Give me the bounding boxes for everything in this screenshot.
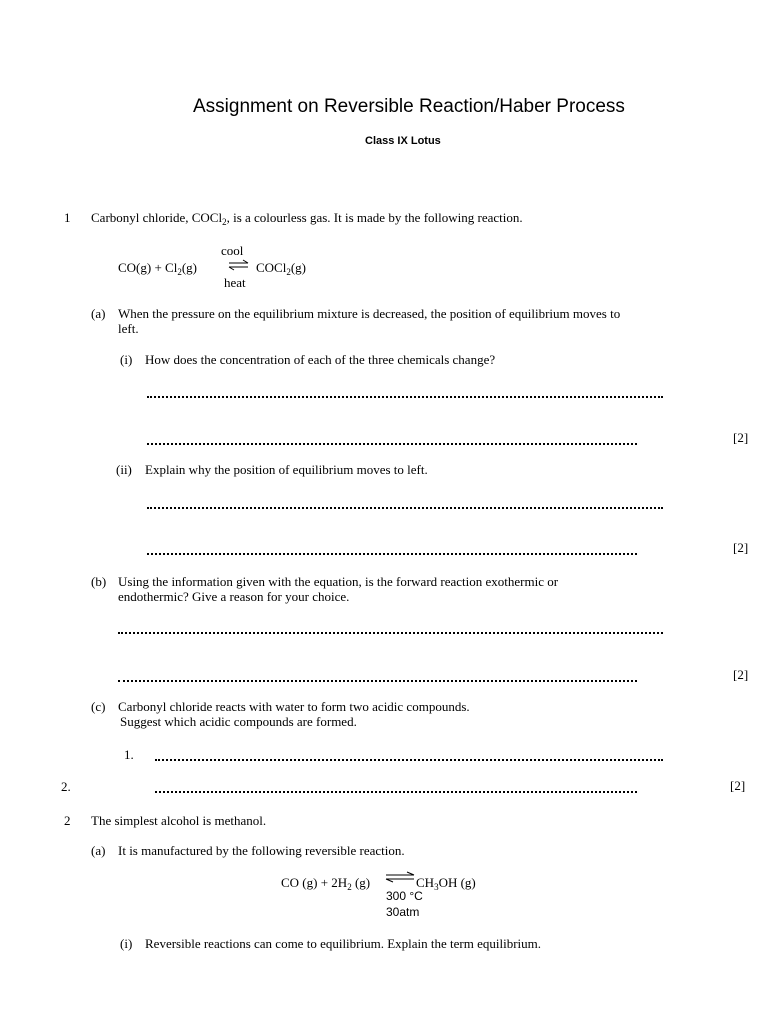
equation-1-cool: cool xyxy=(221,243,244,258)
part-b-text-line-1: Using the information given with the equation, is the forward reaction exothermic or xyxy=(118,574,559,589)
answer-line[interactable] xyxy=(147,553,637,555)
answer-line[interactable] xyxy=(147,443,637,445)
answer-line[interactable] xyxy=(155,759,663,761)
question-1-intro: Carbonyl chloride, COCl$_2$, is a colourless gas. It is made by the following reaction. xyxy=(91,210,523,227)
equilibrium-arrow-icon xyxy=(385,871,415,883)
q2-part-a-i-label: (i) xyxy=(120,936,133,951)
marks-label: [2] xyxy=(733,430,749,445)
equation-2-pressure: 30atm xyxy=(386,905,420,919)
part-a-i-label: (i) xyxy=(120,352,133,367)
answer-line[interactable] xyxy=(147,396,663,398)
answer-line[interactable] xyxy=(118,680,637,682)
equation-1-heat: heat xyxy=(224,275,246,290)
page-subtitle: Class IX Lotus xyxy=(365,135,441,147)
answer-line[interactable] xyxy=(155,791,637,793)
equation-2-product: $CH_3OH$ (g) xyxy=(416,875,476,892)
marks-label: [2] xyxy=(733,667,749,682)
answer-item-number: 2. xyxy=(61,779,71,794)
q2-part-a-i-question: Reversible reactions can come to equilibrium. Explain the term equilibrium. xyxy=(145,936,542,951)
part-c-label: (c) xyxy=(91,699,106,714)
marks-label: [2] xyxy=(730,778,746,793)
part-c-text-line-1: Carbonyl chloride reacts with water to form two acidic compounds. xyxy=(118,699,470,714)
part-a-ii-question: Explain why the position of equilibrium moves to left. xyxy=(145,462,428,477)
part-a-text-line-1: When the pressure on the equilibrium mixture is decreased, the position of equilibrium moves to xyxy=(118,306,621,321)
part-c-text-line-2: Suggest which acidic compounds are formed. xyxy=(120,714,357,729)
part-a-label: (a) xyxy=(91,306,106,321)
equation-2-temperature: 300 °C xyxy=(386,889,423,903)
equilibrium-arrow-icon xyxy=(228,259,250,271)
question-2-intro: The simplest alcohol is methanol. xyxy=(91,813,267,828)
equation-1-reactants: $CO(g) + Cl_2(g)$ xyxy=(118,260,198,277)
q2-part-a-text: It is manufactured by the following reversible reaction. xyxy=(118,843,405,858)
page-title: Assignment on Reversible Reaction/Haber Process xyxy=(193,96,625,117)
question-1-number: 1 xyxy=(64,210,71,225)
equation-2-reactants: CO $(g) + 2H_2$ (g) xyxy=(281,875,371,892)
part-a-i-question: How does the concentration of each of the three chemicals change? xyxy=(145,352,496,367)
answer-item-number: 1. xyxy=(124,747,134,762)
part-a-ii-label: (ii) xyxy=(116,462,132,477)
equation-1-product: COCl$_2$(g) xyxy=(256,260,307,277)
marks-label: [2] xyxy=(733,540,749,555)
answer-line[interactable] xyxy=(147,507,663,509)
part-b-text-line-2: endothermic? Give a reason for your choice. xyxy=(118,589,350,604)
q2-part-a-label: (a) xyxy=(91,843,106,858)
part-b-label: (b) xyxy=(91,574,107,589)
answer-line[interactable] xyxy=(118,632,663,634)
question-2-number: 2 xyxy=(64,813,71,828)
part-a-text-line-2: left. xyxy=(118,321,139,336)
